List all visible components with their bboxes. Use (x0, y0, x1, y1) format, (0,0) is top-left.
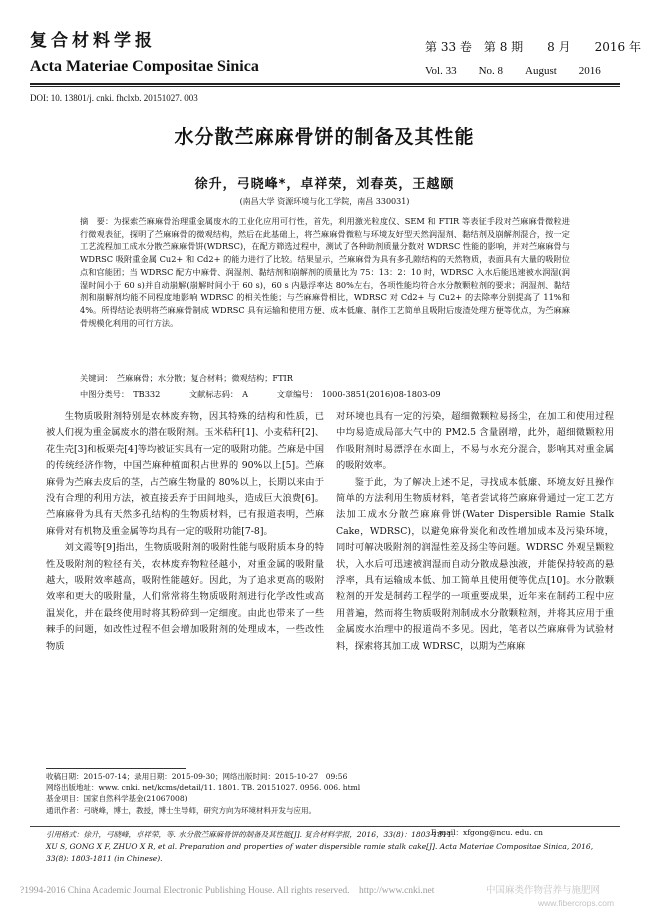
clc-number: 中图分类号： TB332 (80, 389, 161, 399)
keywords: 关键词： 苎麻麻骨；水分散；复合材料；微观结构；FTIR (80, 373, 293, 383)
journal-name-en: Acta Materiae Compositae Sinica (30, 58, 259, 75)
paragraph: 生物质吸附剂特别是农林废弃物，因其特殊的结构和性质，已被人们视为重金属废水的潜在吸附剂。玉米秸秆[1]、小麦秸秆[2]、花生壳[3]和板栗壳[4]等均被证实具有一定的吸附功能。苎麻是中国的传统经济作物，中国苎麻种植面积占世界的 90%以上[5]。苎麻麻骨为苎麻去皮后的茎，占苎麻生物量的 80%以上，长期以来由于没有合理的利用方法，被直接丢弃于田间地头，造成巨大浪费[6]。苎麻麻骨为具有天然多孔结构的生物质材料，已有报道表明，苎麻麻骨对有机物及重金属等均具有一定的吸附功能[7-8]。 (46, 411, 324, 537)
citation-block (46, 829, 606, 865)
citation-en: XU S, GONG X F, ZHUO X R, et al. Preparation and properties of water dispersible ramie stalk cake[J]. Acta Materiae Compositae Sinica, 2016, 33(8): 1803-1811 (in Chinese). (46, 842, 594, 863)
journal-name-cn: 复合材料学报 (30, 31, 156, 51)
classification-line (80, 389, 570, 400)
watermark-text: 中国麻类作物营养与施肥网 (486, 885, 601, 896)
footnote-rule (46, 768, 186, 769)
author-email: E-mail：xfgong@ncu. edu. cn (431, 828, 543, 837)
received-dates: 收稿日期：2015-07-14；录用日期：2015-09-30；网络出版时间：2015-10-27 09:56 (46, 772, 348, 781)
header-rule-thick (30, 83, 620, 85)
fund-info: 基金项目：国家自然科学基金(21067008) (46, 794, 188, 804)
paragraph: 对环境也具有一定的污染，超细微颗粒易扬尘，在加工和使用过程中均易造成局部大气中的 PM2.5 含量剧增，此外，超细微颗粒用作吸附剂时易漂浮在水面上，不易与水充分混合，影响其对重金属的吸附效率。 (336, 411, 614, 472)
article-number: 文章编号： 1000-3851(2016)08-1803-09 (276, 389, 441, 399)
online-url: 网络出版地址：www. cnki. net/kcms/detail/11. 1801. TB. 20151027. 0956. 006. html (46, 783, 361, 793)
body-column-right (336, 409, 614, 655)
document-code: 文献标志码： A (188, 389, 249, 399)
author-list: 徐升，弓晓峰*，卓祥荣，刘春英，王越颐 (194, 177, 455, 192)
affiliation: (南昌大学 资源环境与化工学院，南昌 330031) (239, 197, 410, 206)
copyright-footer: ?1994-2016 China Academic Journal Electronic Publishing House. All rights reserved. http://www.cnki.net (20, 886, 435, 896)
paragraph: 刘文霞等[9]指出，生物质吸附剂的吸附性能与吸附质本身的特性及吸附剂的粒径有关，农林废弃物粒径越小，对重金属的吸附量越大，吸附效率越高，吸附性能越好。因此，为了追求更高的吸附效率和更大的吸附量，人们常常将生物质吸附剂进行化学改性或高温炭化，并在最终使用时将其粉碎到一定细度。由此也带来了一些棘手的问题，如改性过程不但会增加吸附剂的处理成本，一些改性物质 (46, 542, 324, 652)
article-title: 水分散苎麻麻骨饼的制备及其性能 (174, 126, 475, 148)
citation-cn: 引用格式：徐升，弓晓峰，卓祥荣，等. 水分散苎麻麻骨饼的制备及其性能[J]. 复合材料学报，2016，33(8)：1803-1811. (46, 830, 455, 839)
corresponding-author: 通讯作者：弓晓峰，博士，教授，博士生导师，研究方向为环境材料开发与应用。 (46, 805, 316, 815)
watermark-url: www.fibercrops.com (538, 898, 615, 908)
issue-info-en: Vol. 33 No. 8 August 2016 (425, 65, 601, 77)
citation-rule (30, 826, 620, 827)
abstract: 摘 要：为探索苎麻麻骨治理重金属废水的工业化应用可行性，首先，利用激光粒度仪、SEM 和 FTIR 等表征手段对苎麻麻骨微粒进行微观表征，探明了苎麻麻骨的微观结构，然后在此基础上，将苎麻麻骨微粒与环境友好型天然润湿剂、黏结剂及崩解剂混合，按一定工艺流程加工成水分散苎麻麻骨饼(WDRSC)，在配方筛选过程中，测试了各种助剂质量分数对 WDRSC 性能的影响，并对苎麻麻骨与 WDRSC 吸附重金属 Cu2+ 和 Cd2+ 的能力进行了比较。结果显示，苎麻麻骨为具有多孔隙结构的天然物质，表面具有大量的吸附位点和官能团；当 WDRSC 配方中麻骨、润湿剂、黏结剂和崩解剂的质量比为 75：13：2：10 时，WDRSC 入水后能迅速被水润湿(润湿时间小于 60 s)并自动崩解(崩解时间小于 60 s)，60 s 内悬浮率达 80%左右，各项性能均符合水分散颗粒剂的要求；润湿剂、黏结剂和崩解剂均能不同程度地影响 WDRSC 的相关性能；与苎麻麻骨相比，WDRSC 对 Cd2+ 与 Cu2+ 的去除率分别提高了 11%和 4%。所得结论表明将苎麻麻骨制成 WDRSC 具有运输和使用方便、成本低廉、制作工艺简单且吸附后废渣处理方便等优点，为苎麻麻骨规模化利用的可行方法。 (80, 216, 570, 328)
issue-info-cn: 第 33 卷 第 8 期 8 月 2016 年 (425, 40, 641, 54)
body-column-left (46, 409, 324, 655)
paragraph: 鉴于此，为了解决上述不足，寻找成本低廉、环境友好且操作简单的方法利用生物质材料，笔者尝试将苎麻麻骨通过一定工艺方法加工成水分散苎麻麻骨饼(Water Dispersible Ramie Stalk Cake，WDRSC)，以避免麻骨炭化和改性增加成本及污染环境，同时可解决吸附剂的润湿性差及扬尘等问题。WDRSC 外观呈颗粒状，入水后可迅速被润湿而自动分散成悬浊液，并能保持较高的悬浮率，具有运输成本低、加工简单且使用便等优点[10]。水分散颗粒剂的开发是制药工程学的一项重要成果，近年来在制药工程中应用普遍，然而将生物质吸附剂制成水分散颗粒剂，并将其应用于重金属废水治理中的报道尚不多见。因此，笔者以苎麻麻骨为试验材料，探索将其加工成 WDRSC，以期为苎麻麻 (336, 476, 614, 652)
doi-line: DOI: 10. 13801/j. cnki. fhclxb. 20151027. 003 (30, 93, 198, 103)
header-rule-thin (30, 86, 620, 87)
